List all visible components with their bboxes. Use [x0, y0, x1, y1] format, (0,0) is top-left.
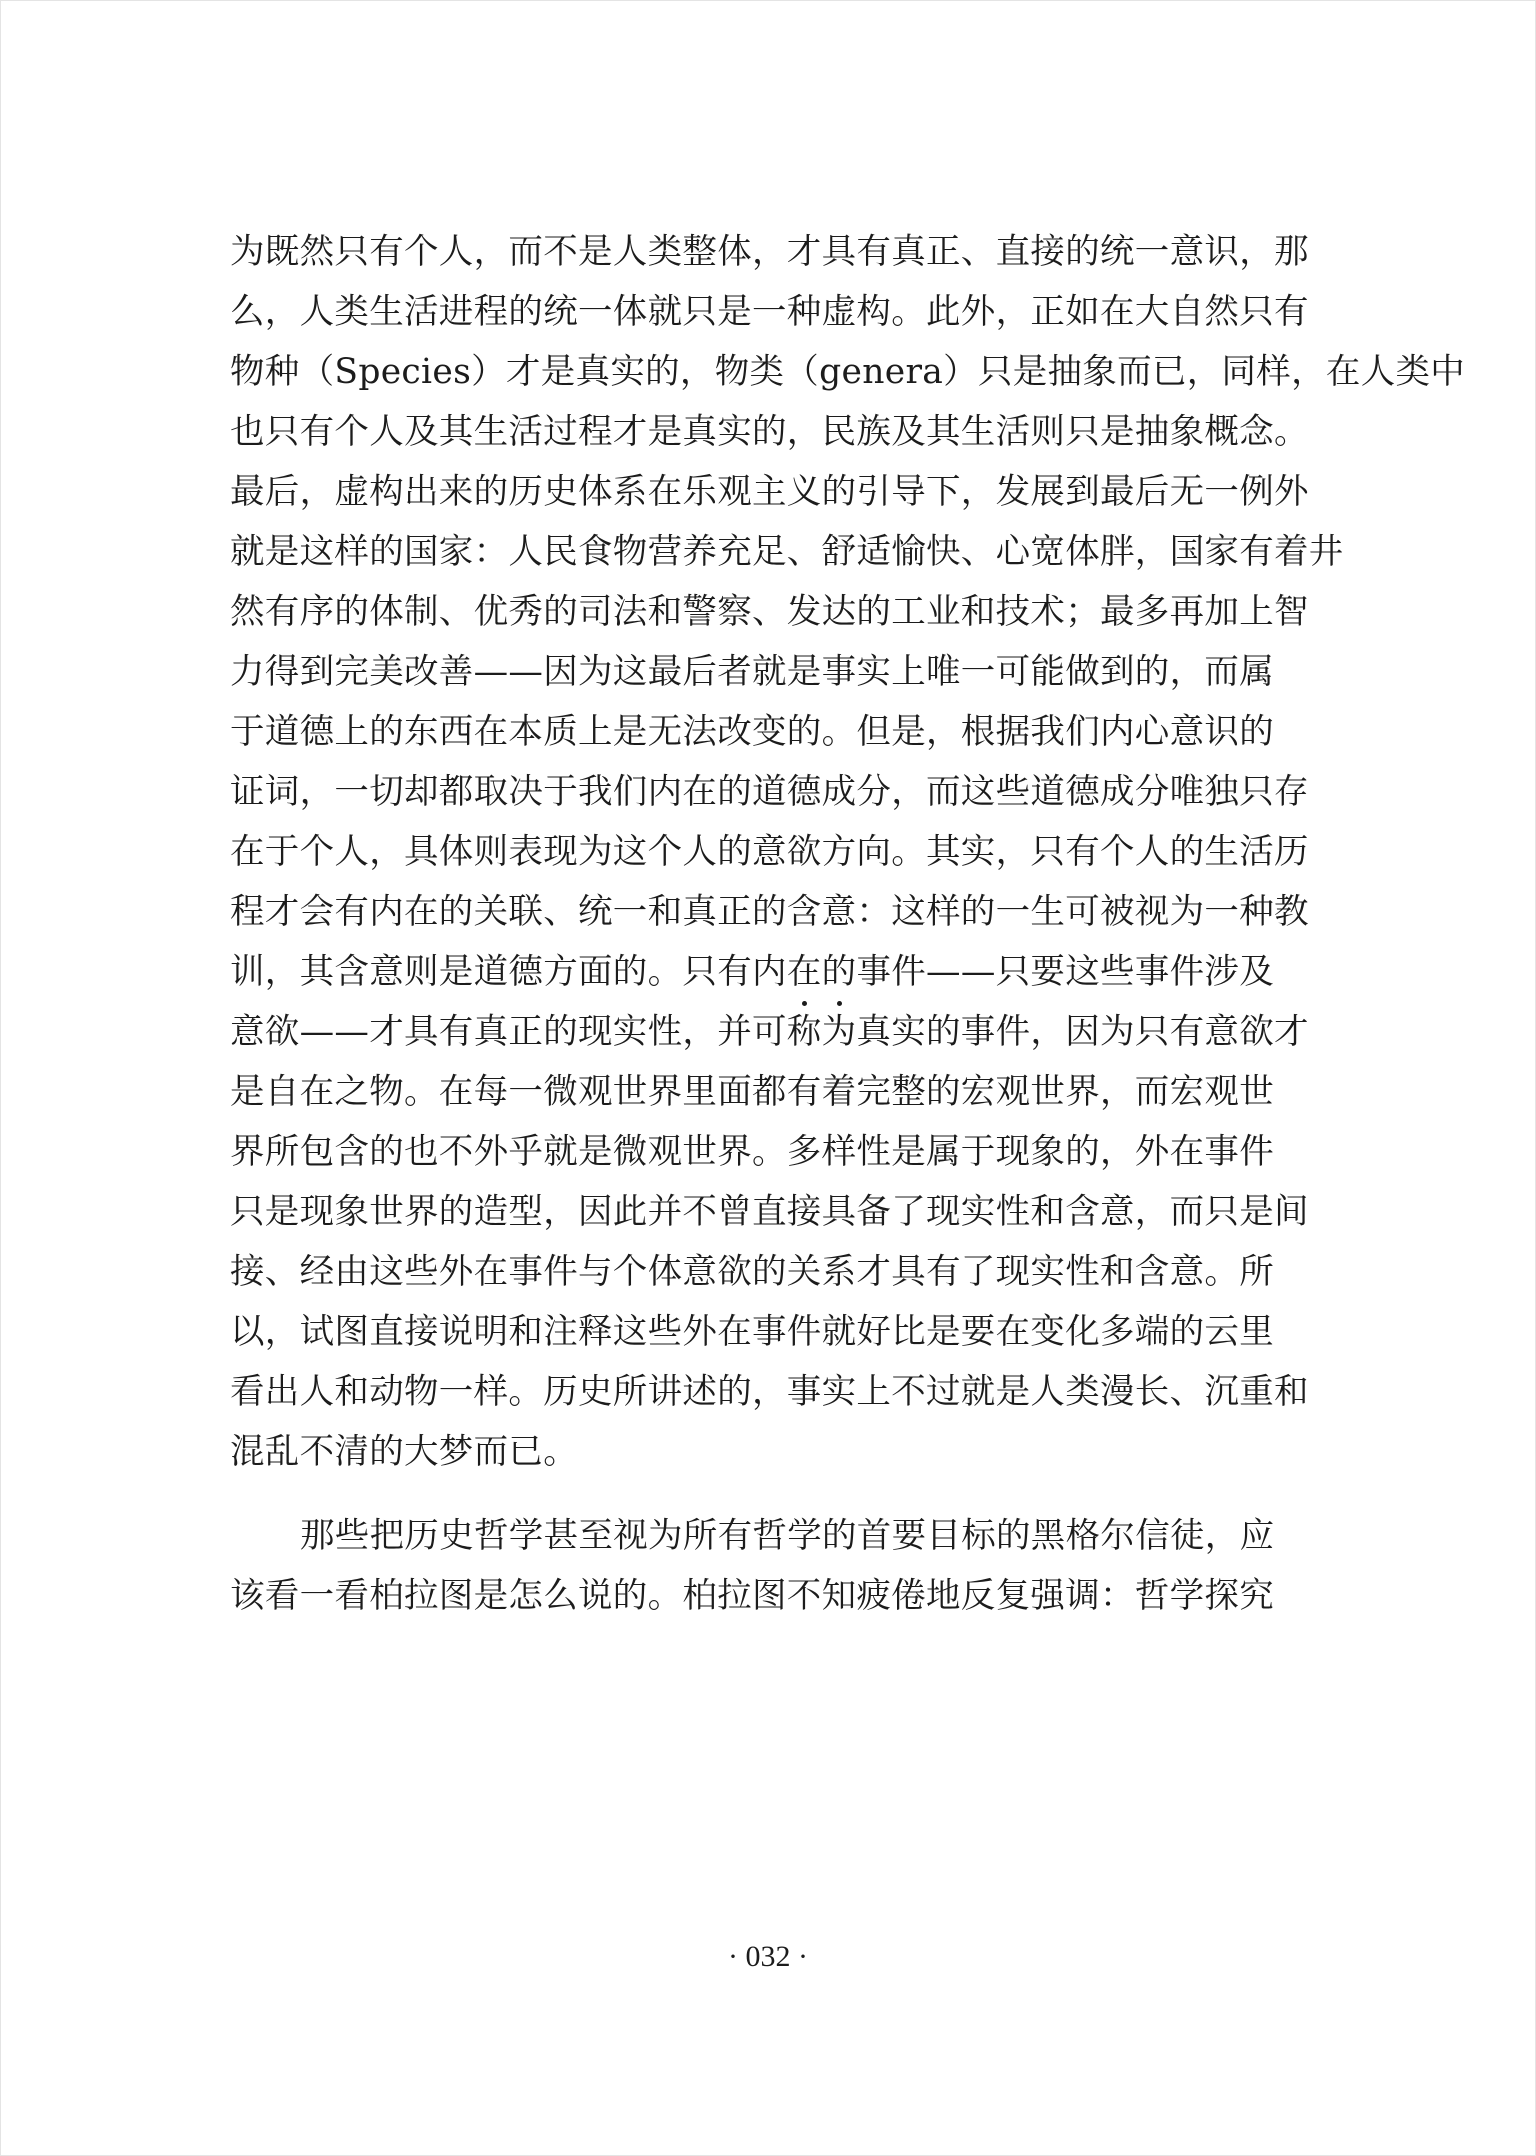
page-number: · 032 ·: [728, 1940, 808, 1973]
text-line: 只是现象世界的造型，因此并不曾直接具备了现实性和含意，而只是间: [230, 1192, 1309, 1232]
emphasized-char: 在: [786, 952, 822, 992]
text-line: 程才会有内在的关联、统一和真正的含意：这样的一生可被视为一种教: [230, 892, 1309, 932]
text-line: 于道德上的东西在本质上是无法改变的。但是，根据我们内心意识的: [230, 712, 1274, 752]
text-line: 界所包含的也不外乎就是微观世界。多样性是属于现象的，外在事件: [230, 1132, 1274, 1172]
text-line: 就是这样的国家：人民食物营养充足、舒适愉快、心宽体胖，国家有着井: [230, 532, 1344, 572]
text-line: 看出人和动物一样。历史所讲述的，事实上不过就是人类漫长、沉重和: [230, 1372, 1309, 1412]
text-line: 在于个人，具体则表现为这个人的意欲方向。其实，只有个人的生活历: [230, 832, 1309, 872]
text-segment: 事件——只要这些事件涉及: [856, 952, 1275, 992]
text-line: 接、经由这些外在事件与个体意欲的关系才具有了现实性和含意。所: [230, 1252, 1274, 1292]
text-line: 物种（Species）才是真实的，物类（genera）只是抽象而已，同样，在人类中: [230, 352, 1466, 392]
emphasized-char: 的: [821, 952, 857, 992]
text-line: 那些把历史哲学甚至视为所有哲学的首要目标的黑格尔信徒，应: [300, 1516, 1275, 1556]
text-line-emphasis: [230, 942, 1275, 1002]
text-line: 然有序的体制、优秀的司法和警察、发达的工业和技术；最多再加上智: [230, 592, 1309, 632]
text-line: 是自在之物。在每一微观世界里面都有着完整的宏观世界，而宏观世: [230, 1072, 1274, 1112]
text-line: 力得到完美改善——因为这最后者就是事实上唯一可能做到的，而属: [230, 652, 1274, 692]
text-line: 混乱不清的大梦而已。: [230, 1432, 578, 1472]
text-line: 么，人类生活进程的统一体就只是一种虚构。此外，正如在大自然只有: [230, 292, 1309, 332]
text-line: 意欲——才具有真正的现实性，并可称为真实的事件，因为只有意欲才: [230, 1012, 1309, 1052]
text-line: 也只有个人及其生活过程才是真实的，民族及其生活则只是抽象概念。: [230, 412, 1309, 452]
text-line: 以，试图直接说明和注释这些外在事件就好比是要在变化多端的云里: [230, 1312, 1274, 1352]
text-line: 证词，一切却都取决于我们内在的道德成分，而这些道德成分唯独只存: [230, 772, 1309, 812]
text-segment: 训，其含意则是道德方面的。只有内: [230, 952, 787, 992]
paragraph-gap: [230, 1482, 1240, 1506]
text-line: 为既然只有个人，而不是人类整体，才具有真正、直接的统一意识，那: [230, 232, 1309, 272]
text-line: 该看一看柏拉图是怎么说的。柏拉图不知疲倦地反复强调：哲学探究: [230, 1576, 1274, 1616]
body-text: [230, 222, 1466, 1626]
text-line: 最后，虚构出来的历史体系在乐观主义的引导下，发展到最后无一例外: [230, 472, 1309, 512]
